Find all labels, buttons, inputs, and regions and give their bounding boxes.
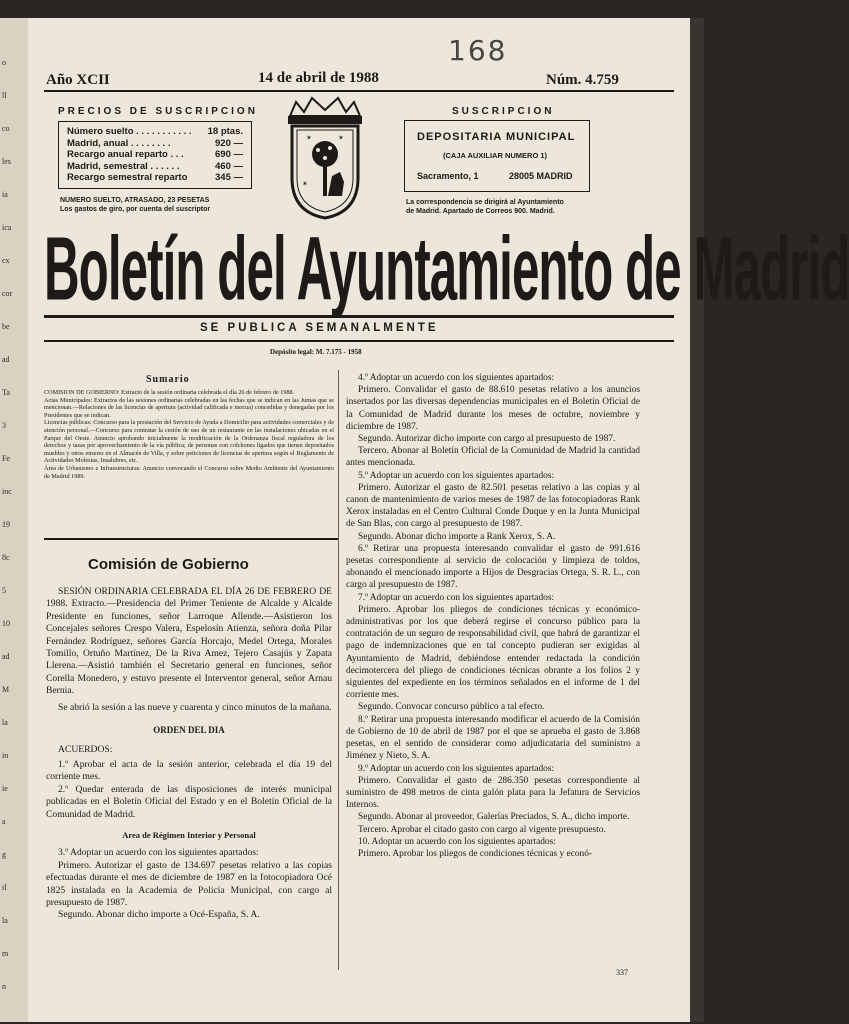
right-column-body <box>346 372 640 860</box>
sumario-rule <box>44 538 338 540</box>
sumario-line: Área de Urbanismo e Infraestructuras: Anuncio convocando el Concurso sobre Medio Ambiente del Ayuntamiento de Madrid 1989. <box>44 464 334 480</box>
subscription-postal: 28005 MADRID <box>509 171 573 181</box>
gutter-text: m <box>2 949 9 958</box>
agenda-item: 3.º Adoptar un acuerdo con los siguientes apartados: <box>58 847 259 859</box>
masthead-title: Boletín del Ayuntamiento de Madrid <box>44 219 849 320</box>
gutter-text: ica <box>2 223 12 232</box>
agenda-paragraph: Primero. Autorizar el gasto de 134.697 pesetas relativo a las copias efectuadas durante el mes de diciembre de 1987 en la fotocopiadora Océ 1825 instalada en la Academia de Policía Municipal, con cargo al presupuesto de 1987. <box>46 859 332 908</box>
agenda-paragraph: Segundo. Abonar dicho importe a Rank Xerox, S. A. <box>358 531 556 542</box>
subscription-note-1: La correspondencia se dirigirá al Ayuntamiento <box>406 199 564 206</box>
gutter-text: cor <box>2 289 13 298</box>
issue-number: Núm. 4.759 <box>546 72 619 88</box>
page-number: 337 <box>616 968 628 977</box>
agenda-paragraph: Segundo. Convocar concurso público a tal efecto. <box>358 702 545 713</box>
gutter-text: ia <box>2 190 8 199</box>
prices-title: PRECIOS DE SUSCRIPCION <box>58 106 258 117</box>
sumario-line: Actas Municipales: Extractos de las sesiones ordinarias celebradas en las fechas que se indican en las Juntas que se mencionan.—Relaciones de las licencias de apertura (actividad calificada e inocua) concedidas y denegadas por los Presidentes que se indican. <box>44 396 334 419</box>
agenda-paragraph: Segundo. Abonar al proveedor, Galerías Preciados, S. A., dicho importe. <box>358 812 630 823</box>
gutter-text: g <box>2 850 6 859</box>
binding-shadow <box>690 18 704 1022</box>
gutter-text: 10 <box>2 619 10 628</box>
sumario-line: Licencias públicas: Concurso para la prestación del Servicio de Ayuda a Domicilio para actividades comerciales y de atención personal.—Concurso para contratar la cesión de uso de un restaurante en las instalaciones ubicadas en el Parque del Oeste. Anuncio aprobando inicialmente la modificación de la Ordenanza fiscal reguladora de los derechos y tasas por aprovechamiento de la vía pública; de personas con colchones ligados que tienen depositados muebles y otros enseres en el Almacén de Villa, y sobre peticiones de licencias de apertura según el Reglamento de Actividades Molestas, Insalubres, etc. <box>44 419 334 465</box>
header-rule <box>44 90 674 92</box>
issue-date: 14 de abril de 1988 <box>258 70 379 86</box>
gutter-text: co <box>2 124 10 133</box>
agenda-paragraph: Primero. Aprobar los pliegos de condiciones técnicas y econó- <box>358 848 593 859</box>
sumario-title: Sumario <box>146 374 190 385</box>
session-opening: Se abrió la sesión a las nueve y cuarenta y cinco minutos de la mañana. <box>58 701 332 713</box>
agenda-item: 6.º Retirar una propuesta interesando convalidar el gasto de 991.616 pesetas correspondiente al servicio de colocación y limpieza de toldos, abonando el mencionado importe a Hijos de Desgracias Ortega, S. R. L., con cargo al presupuesto de 1987. <box>346 543 640 591</box>
madrid-coat-of-arms-icon <box>280 96 370 222</box>
gutter-text: ad <box>2 355 10 364</box>
gutter-text: les <box>2 157 11 166</box>
acuerdos-label: ACUERDOS: <box>58 744 113 756</box>
svg-text:✶: ✶ <box>302 180 308 188</box>
agenda-item: 4.º Adoptar un acuerdo con los siguientes apartados: <box>358 373 555 383</box>
gutter-text: in <box>2 751 9 760</box>
agenda-paragraph: Primero. Convalidar el gasto de 286.350 pesetas correspondiente al suministro de 498 metros de cinta galón plata para la Jefatura de Servicios Internos. <box>346 775 640 811</box>
prices-note-1: NUMERO SUELTO, ATRASADO, 23 PESETAS <box>60 197 210 204</box>
agenda-item: 10. Adoptar un acuerdo con los siguientes apartados: <box>358 836 556 847</box>
agenda-item: 9.º Adoptar un acuerdo con los siguientes apartados: <box>358 763 555 774</box>
gutter-text: 8c <box>2 553 10 562</box>
agenda-paragraph: Primero. Convalidar el gasto de 88.610 pesetas relativo a los anuncios insertados por las diversas dependencias municipales en el Boletín Oficial de la Comunidad de Madrid durante los meses de octubre, noviembre y diciembre de 1987. <box>346 385 640 432</box>
subscription-note-2: de Madrid. Apartado de Correos 900. Madrid. <box>406 208 555 215</box>
gutter-text: n <box>2 982 6 991</box>
agenda-item: 2.º Quedar enterada de las disposiciones de interés municipal publicadas en el Boletín Oficial del Estado y en el Boletín Oficial de la Comunidad de Madrid. <box>46 783 332 820</box>
subscription-title: SUSCRIPCION <box>452 106 555 117</box>
agenda-item: 8.º Retirar una propuesta interesando modificar el acuerdo de la Comisión de Gobierno de 10 de abril de 1987 por el que se aprueba el gasto de 3.868 pesetas, en el sentido de considerar como adjudicataria del suministro a Jiménez y Nieto, S. A. <box>346 714 640 762</box>
issue-year: Año XCII <box>46 72 110 88</box>
subscription-office-sub: (CAJA AUXILIAR NUMERO 1) <box>443 151 548 160</box>
gutter-text: M <box>2 685 10 694</box>
agenda-item: 7.º Adoptar un acuerdo con los siguientes apartados: <box>358 592 555 603</box>
newspaper-page <box>28 18 849 1022</box>
subtitle-rule <box>44 340 674 342</box>
gutter-text: ad <box>2 652 10 661</box>
gutter-text: a <box>2 817 6 826</box>
gutter-text: o <box>2 58 6 67</box>
agenda-paragraph: Segundo. Abonar dicho importe a Océ-España, S. A. <box>58 909 260 921</box>
gutter-text: Fe <box>2 454 10 463</box>
gutter-text: ie <box>2 784 8 793</box>
gutter-text: il <box>2 883 7 892</box>
sumario-list <box>44 389 334 480</box>
masthead-rule <box>44 315 674 318</box>
gutter-text: 5 <box>2 586 6 595</box>
subscription-address: Sacramento, 1 <box>417 171 479 181</box>
svg-text:✶: ✶ <box>338 134 344 142</box>
gutter-text: be <box>2 322 10 331</box>
gutter-text: la <box>2 718 8 727</box>
agenda-item: 5.º Adoptar un acuerdo con los siguientes apartados: <box>358 470 555 481</box>
handwritten-number: 168 <box>448 34 508 67</box>
masthead-subtitle: SE PUBLICA SEMANALMENTE <box>200 322 439 334</box>
left-column-body <box>46 586 332 922</box>
gutter-text: 3 <box>2 421 6 430</box>
orden-heading: ORDEN DEL DIA <box>153 725 225 736</box>
gutter-text: inc <box>2 487 12 496</box>
legal-deposit: Depósito legal: M. 7.175 - 1958 <box>270 348 362 356</box>
gutter-text: 19 <box>2 520 10 529</box>
gutter-text: cx <box>2 256 10 265</box>
svg-text:✶: ✶ <box>306 134 312 142</box>
sumario-line: COMISION DE GOBIERNO: Extracto de la sesión ordinaria celebrada el día 26 de febrero de 1988. <box>44 389 295 396</box>
prices-box: Número suelto . . . . . . . . . . . 18 ptas. Madrid, anual . . . . . . . . 920 — Recargo anual reparto . . . 690 — Madrid, semestral . . . . . . 460 — Recargo semestral reparto 345 — <box>58 121 252 189</box>
section-heading: Comisión de Gobierno <box>88 556 249 573</box>
agenda-paragraph: Segundo. Autorizar dicho importe con cargo al presupuesto de 1987. <box>358 434 616 445</box>
gutter-text: ll <box>2 91 7 100</box>
agenda-paragraph: Tercero. Aprobar el citado gasto con cargo al vigente presupuesto. <box>358 824 606 835</box>
prices-note-2: Los gastos de giro, por cuenta del suscriptor <box>60 206 211 213</box>
gutter-text: Ta <box>2 388 10 397</box>
session-summary: SESIÓN ORDINARIA CELEBRADA EL DÍA 26 DE FEBRERO DE 1988. Extracto.—Presidencia del Primer Teniente de Alcalde y Alcalde Presidente en funciones, señor Larroque Allende.—Asistieron los Concejales señores Crespo Valera, Espelosín Atienza, señora doña Pilar Fernández Rodríguez, señores García Horcajo, Medel Ortega, Morales Tomillo, Ortuño Martínez, De la Riva Amez, Tejero Casajús y Zapata Llerena.—Asistió también el Secretario general en funciones, señor Corella Monedero, y estuvo presente el Interventor general, señor Arnau Bernia. <box>46 586 332 697</box>
subscription-box <box>404 120 590 192</box>
agenda-paragraph: Primero. Autorizar el gasto de 82.501 pesetas relativo a las copias y al canon de mantenimiento de varios meses de 1987 de las fotocopiadoras Rank Xerox instaladas en el Centro Cultural Conde Duque y en la Junta Municipal de San Blas, con cargo al presupuesto de 1987. <box>346 482 640 530</box>
gutter-text: la <box>2 916 8 925</box>
agenda-item: 1.º Aprobar el acta de la sesión anterior, celebrada el día 19 del corriente mes. <box>46 758 332 783</box>
agenda-paragraph: Primero. Aprobar los pliegos de condiciones técnicas y económico-administrativas por los que deberá regirse el concurso público para la contratación de un seguro de responsabilidad civil, que habrá de garantizar el pago de indemnizaciones que en tal concepto pudieran ser exigidas al Ayuntamiento de Madrid, debiéndose entender redactada la condición decimotercera del pliego de condiciones técnicas obrante a los folios 2 y siguientes del expediente en los términos señalados en el informe de 1 del corriente mes. <box>346 604 640 701</box>
area-heading: Area de Régimen Interior y Personal <box>122 829 256 840</box>
left-page-edge <box>0 18 30 1022</box>
agenda-paragraph: Tercero. Abonar al Boletín Oficial de la Comunidad de Madrid la cantidad antes mencionada. <box>346 446 640 469</box>
column-divider <box>338 370 339 970</box>
subscription-office: DEPOSITARIA MUNICIPAL <box>417 131 576 143</box>
